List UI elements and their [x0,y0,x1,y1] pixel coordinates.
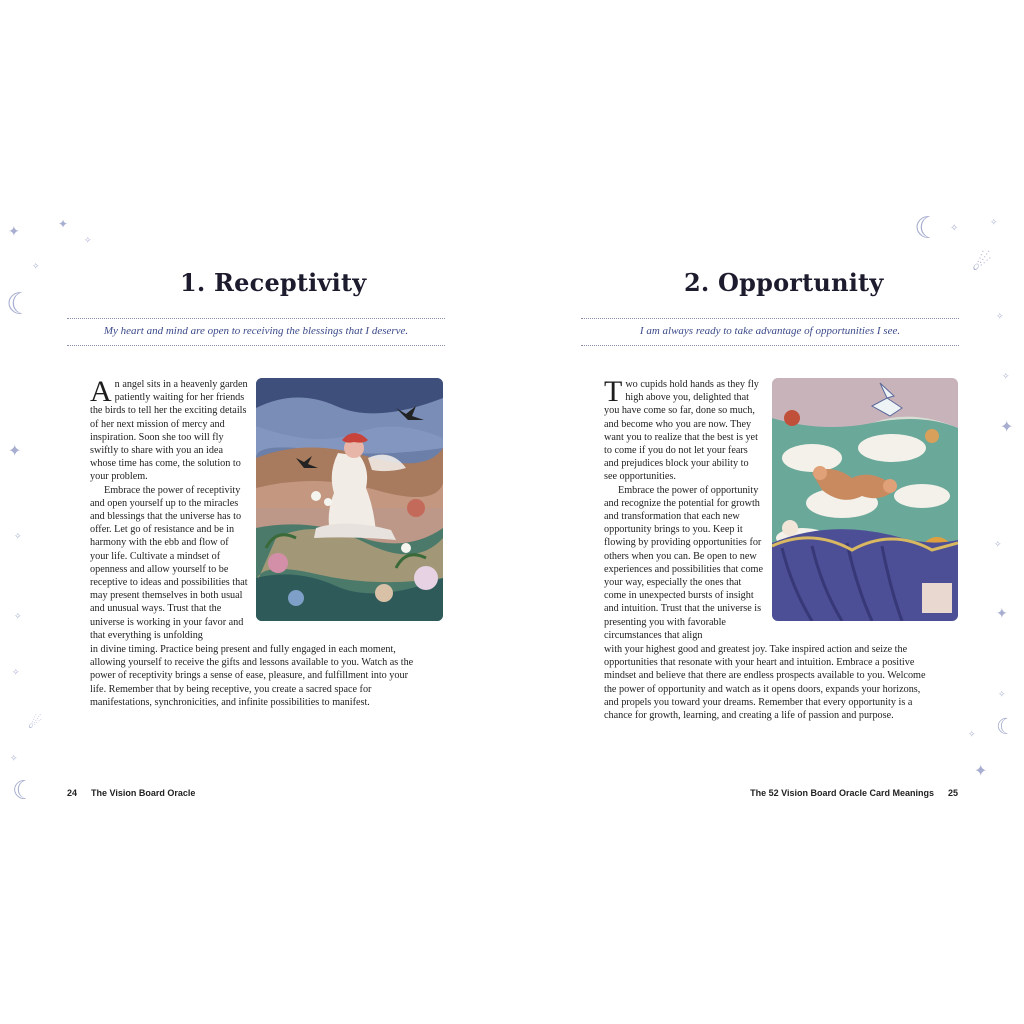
page-title: 1. Receptivity [180,268,367,297]
moon-icon: ☾ [996,714,1016,739]
star-icon: ✧ [84,235,92,245]
divider [67,318,445,319]
shooting-star-icon: ☄ [972,250,992,275]
moon-icon: ☾ [914,212,941,245]
page-number: 25 [947,788,958,798]
paragraph-text: n angel sits in a heavenly garden patiently waiting for her friends the birds to tell her the exciting details of her next mission of mercy and inspiration. Soon she too will fly swiftly to share with you an idea whose time has come, the solution to your problem. [90,379,248,483]
right-page [512,0,1024,1024]
body-text-full-width [604,643,936,722]
body-paragraph [604,375,764,484]
body-text-column [604,375,764,642]
star-icon: ✧ [996,311,1004,321]
star-icon: ✦ [58,217,69,231]
angel-garden-illustration [256,378,443,621]
affirmation: I am always ready to take advantage of opportunities I see. [639,325,901,337]
body-paragraph: in divine timing. Practice being present and fully engaged in each moment, allowing yourself to receive the gifts and lessons available to you. Watch as the power of receptivity brings a sense of ease, pleasure, and fulfillment into your life. Remember that by being receptive, you create a sacred space for manifestations, synchronicities, and infinite possibilities to manifest. [90,644,414,708]
star-icon: ✦ [8,443,22,460]
moon-icon: ☾ [6,288,33,321]
star-icon: ✧ [990,217,998,227]
page-number: 24 [67,788,78,798]
star-icon: ✧ [14,611,22,621]
divider [67,345,445,346]
star-icon: ✧ [994,539,1002,549]
affirmation: My heart and mind are open to receiving the blessings that I deserve. [103,325,409,337]
shooting-star-icon: ☄ [28,715,43,732]
star-icon: ✧ [32,261,40,271]
star-icon: ✧ [998,689,1006,699]
star-icon: ✧ [950,223,959,234]
star-icon: ✦ [996,607,1008,622]
paragraph-text: wo cupids hold hands as they fly high above you, delighted that you have come so far, done so much, and become who you are now. They want you to realize that the best is yet to come if you do not let your fears and prejudices block your ability to see opportunities. [604,379,759,483]
cupids-sky-illustration [772,378,958,621]
star-icon: ✧ [12,667,20,677]
body-paragraph [90,375,248,484]
star-icon: ✦ [8,225,20,240]
running-head: The Vision Board Oracle [91,788,196,798]
star-icon: ✦ [1000,419,1014,436]
body-paragraph: with your highest good and greatest joy. Take inspired action and seize the opportunities that resonate with your heart and intuition. Embrace a positive mindset and believe that there are endless prospects available to you. Welcome the power of opportunity and watch as it opens doors, expands your horizons, and propels you toward your dreams. Remember that every opportunity is a chance for growth, learning, and creating a life of passion and purpose. [604,644,926,722]
divider [581,345,959,346]
star-icon: ✧ [1002,371,1010,381]
drop-cap: T [604,375,623,408]
star-icon: ✧ [968,729,976,739]
moon-icon: ☾ [12,776,36,805]
drop-cap: A [90,375,112,408]
page-title: 2. Opportunity [684,268,884,297]
card-illustration [256,378,443,621]
body-paragraph: Embrace the power of opportunity and recognize the potential for growth and transformation that each new opportunity brings to you. Keep it flowing by providing opportunities for others when you can. Be open to new experiences and possibilities that come your way, especially the ones that come in unexpected bursts of insight and intuition. Trust that the universe is presenting you with favorable circumstances that align [604,484,763,641]
running-head: The 52 Vision Board Oracle Card Meanings [750,788,934,798]
body-text-column [90,375,248,642]
card-illustration [772,378,958,621]
star-icon: ✦ [974,763,988,780]
body-paragraph: Embrace the power of receptivity and open yourself up to the miracles and blessings that the universe has to offer. Let go of resistance and be in harmony with the ebb and flow of your life. Cultivate a mindset of openness and allow yourself to be receptive to ideas and possibilities that may present themselves in both usual and unusual ways. Trust that the universe is working in your favor and that everything is unfolding [90,484,248,641]
star-icon: ✧ [10,753,18,763]
divider [581,318,959,319]
body-text-full-width [90,643,420,709]
star-icon: ✧ [14,531,22,541]
